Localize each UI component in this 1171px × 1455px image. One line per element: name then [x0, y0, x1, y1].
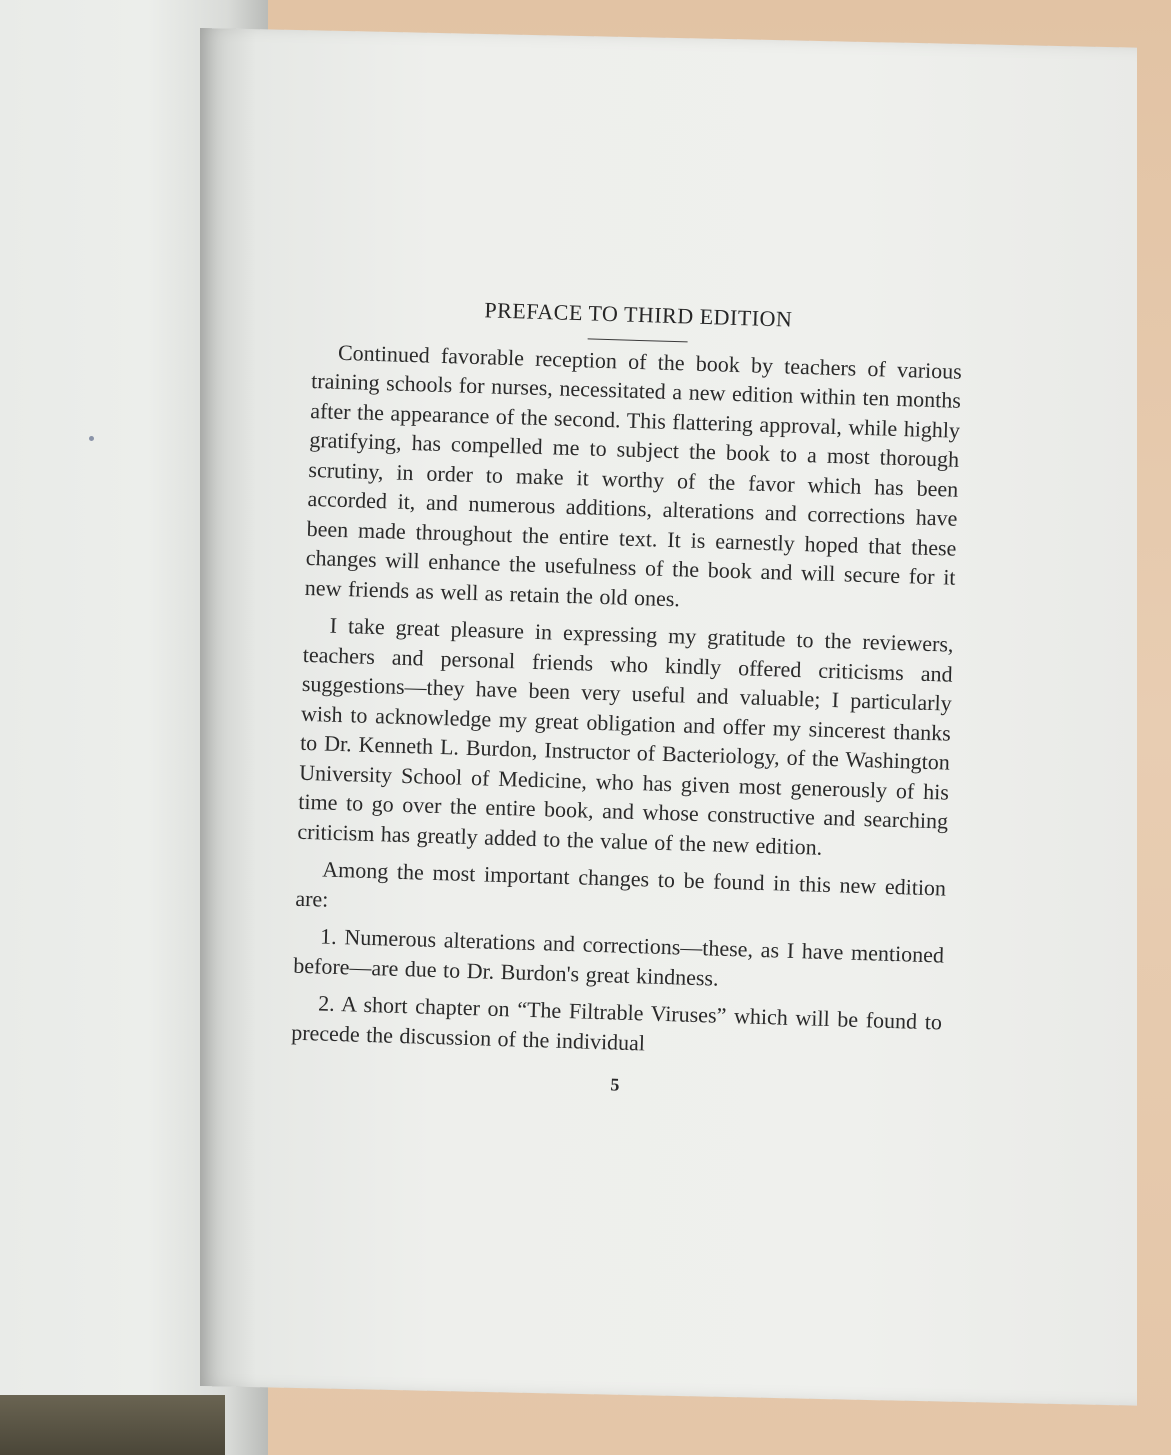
preface-text-block	[290, 290, 964, 1110]
paragraph-2: I take great pleasure in expressing my gratitude to the reviewers, teachers and personal friends who kindly offered criticisms and suggestions—they have been very useful and valuable; I particularly wish to acknowledge my great obligation and offer my sincerest thanks to Dr. Kenneth L. Burdon, Instructor of Bacteriology, of the Washington University School of Medicine, who has given most generously of his time to go over the entire book, and whose constructive and searching criticism has greatly added to the value of the new edition.	[297, 612, 954, 860]
page-number: 5	[610, 1074, 620, 1095]
page-title: PREFACE TO THIRD EDITION	[484, 297, 793, 332]
paragraph-1: Continued favorable reception of the book by teachers of various training schools for nurses, necessitated a new edition within ten months after the appearance of the second. This flattering approval, while highly gratifying, has compelled me to subject the book to a most thorough scrutiny, in order to make it worthy of the favor which has been accorded it, and numerous additions, alterations and corrections have been made throughout the entire text. It is earnestly hoped that these changes will enhance the usefulness of the book and will secure for it new friends as well as retain the old ones.	[304, 339, 963, 611]
paragraph-3: Among the most important changes to be found in this new edition are:	[295, 856, 947, 912]
left-cover-edge	[0, 1395, 225, 1455]
paragraph-5: 2. A short chapter on “The Filtrable Viruses” which will be found to precede the discussion of the individual	[290, 990, 943, 1055]
page-speck	[89, 436, 94, 441]
paragraph-4: 1. Numerous alterations and corrections—these, as I have mentioned before—are due to Dr. Burdon's great kindness.	[293, 923, 945, 991]
title-divider	[588, 338, 688, 342]
